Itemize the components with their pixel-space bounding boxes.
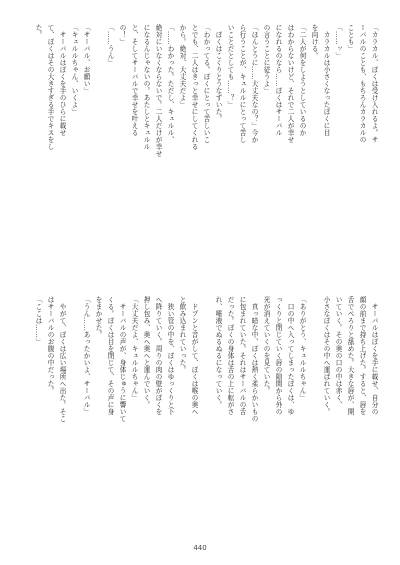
text-column: カラカルは小さくなったぼくに目 — [322, 24, 330, 136]
paragraph-break — [68, 296, 80, 532]
text-column: 「……わかった。ただし、キュルル、 — [166, 24, 174, 143]
text-column: 狭い管の中を、ぼくはゆっくりと下 — [166, 296, 174, 415]
paragraph-break — [92, 24, 104, 266]
text-column: をまかせた。 — [94, 296, 102, 338]
text-column: 舌でぺろりと舐めた。大きな唇が、開 — [346, 296, 354, 415]
text-column: 「ありがとう、キュルルちゃん」 — [298, 296, 306, 401]
text-column: 「サーバル、お願い」 — [82, 24, 90, 94]
text-column: 「……うん」 — [106, 24, 114, 66]
text-column: くる。ぼくは目を閉じて、その声に身 — [106, 296, 114, 415]
page-number: 440 — [193, 544, 207, 552]
text-column: 「ここは……」 — [34, 296, 42, 345]
text-column: 「わかってる。ぼくにとって苦しいこ — [202, 24, 210, 143]
paragraph-break — [308, 296, 320, 532]
text-column: の！」 — [118, 24, 126, 45]
text-column: と、そしてサーバルで幸せを叶える — [130, 24, 138, 136]
text-column: はサーバルのお腹の中だった。 — [46, 296, 54, 394]
text-column: いていく。その奥の口の中は赤く、 — [334, 296, 342, 408]
text-column: 顔の前まで持ち上げた。すると、唇を — [358, 296, 366, 415]
text-column: 「大丈夫だよ、キュルルちゃん」 — [130, 296, 138, 401]
text-column: を向ける。 — [310, 24, 318, 59]
text-column: 小さなぼくはその中へ運ばれていく。 — [322, 296, 330, 415]
text-block-top — [20, 24, 380, 266]
text-block-bottom — [20, 296, 380, 532]
text-column: ぼくはこくりとうなずいた。 — [214, 24, 222, 122]
text-column: 「……ッ」 — [334, 24, 342, 59]
text-column: 「二人が何をしようとしているのか — [298, 24, 306, 136]
text-column: た。 — [34, 24, 42, 38]
text-column: 「キュルルちゃん、いくよ」 — [70, 24, 78, 115]
text-column: 真っ暗な中、ぼくは熱く柔らかいもの — [250, 296, 258, 422]
text-column: 「ほんとうに……大丈夫なの？」今か — [250, 24, 258, 143]
text-column: とでも、二人はきっと幸せにしてくれる — [190, 24, 198, 150]
paragraph-break — [200, 296, 212, 532]
text-column: になれるのなら……ぼくはサーバル — [274, 24, 282, 136]
text-column: っくりと閉じていく唇の隙間から外の — [274, 296, 282, 415]
text-column: ことも」 — [346, 24, 354, 52]
text-column: と飲み込まれていった。 — [178, 296, 186, 373]
text-column: 口の中へ入ってしまったぼくは、ゆ — [286, 296, 294, 415]
text-column: から。絶対、大丈夫だよ」 — [178, 24, 186, 108]
text-column: へ降りていく。周りの肉の壁がぼくを — [154, 296, 162, 415]
text-column: ら行うことが、キュルルにとって苦し — [238, 24, 246, 143]
text-column: だった。ぼくの身体は舌の上に転がさ — [226, 296, 234, 415]
text-column: に包まれていた。それはサーバルの舌 — [238, 296, 246, 415]
text-column: になるんじゃないの。あたしとキュルル — [142, 24, 150, 150]
text-column: て、ぼくはその大きすぎる手でキスをし — [46, 24, 54, 150]
text-column: 光が消えていくのを見ていた。 — [262, 296, 270, 394]
text-column: ーバルのことも、もちろんカラカルの — [358, 24, 366, 143]
text-column: サーバルはぼくを手に載せ、自分の — [370, 296, 378, 415]
text-column: 「うん……あったかいよ、サーバル」 — [82, 296, 90, 415]
text-column: サーバルはぼくを手のひらに載せ — [58, 24, 66, 136]
text-column: 押し包み、奥へ奥へと運んでいく。 — [142, 296, 150, 408]
text-column: やがて、ぼくは広い場所へ出た。そこ — [58, 296, 66, 422]
text-column: れ、唾液でぬるぬるになっていく。 — [214, 296, 222, 408]
text-column: の言うことに従うよ」 — [262, 24, 270, 94]
text-column: 「カラカル、ぼくは受け入れるよ。サ — [370, 24, 378, 143]
text-column: いことだとしても……？」 — [226, 24, 234, 108]
text-column: ドプンと音がして、ぼくは喉の奥へ — [190, 296, 198, 415]
text-column: 絶対にいなくならないで。二人だけが幸せ — [154, 24, 162, 157]
text-column: はわからないけど、それで二人が幸せ — [286, 24, 294, 143]
text-column: サーバルの声が、身体じゅうに響いて — [118, 296, 126, 422]
